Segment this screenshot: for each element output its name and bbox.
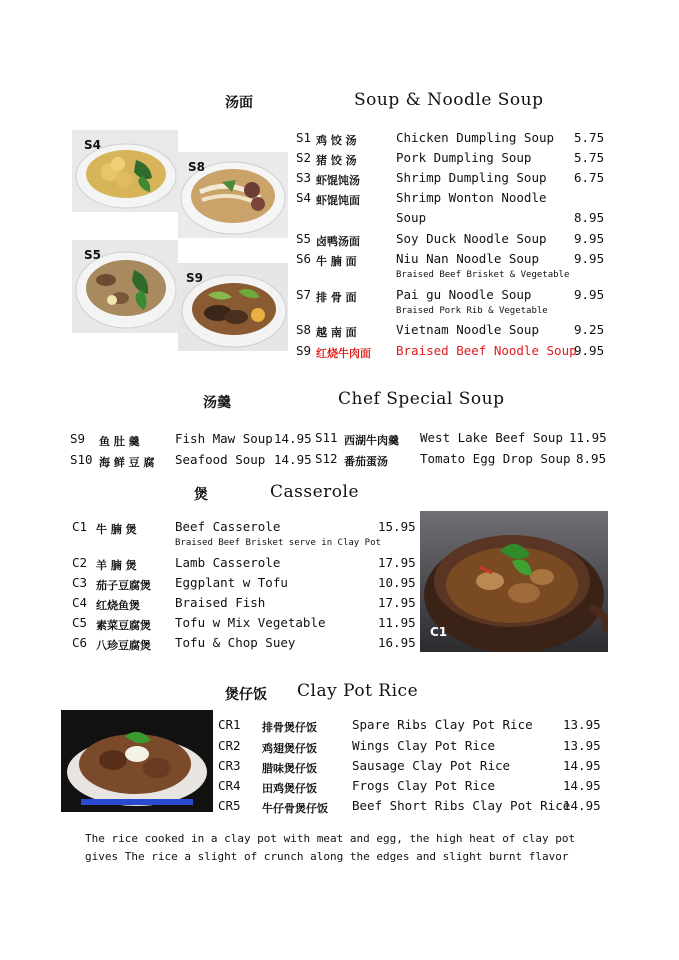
item-price: 14.95 [563, 778, 601, 793]
item-name-cn: 牛 腩 煲 [96, 523, 137, 536]
item-code: CR1 [218, 717, 241, 732]
item-price: 8.95 [574, 210, 605, 225]
section-title-cn: 汤面 [225, 95, 253, 111]
item-name-cn: 排骨煲仔饭 [262, 721, 317, 734]
claypot-note-line-1: The rice cooked in a clay pot with meat and egg, the high heat of clay pot [85, 832, 576, 845]
item-name: Beef Short Ribs Clay Pot Rice [352, 798, 571, 813]
item-price: 17.95 [378, 595, 416, 610]
item-name-cn: 牛仔骨煲仔饭 [262, 802, 328, 815]
item-name: Braised Beef Noodle Soup [396, 343, 577, 358]
item-price: 5.75 [574, 150, 605, 165]
item-price: 16.95 [378, 635, 416, 650]
item-code: CR3 [218, 758, 241, 773]
food-photo-s9 [178, 263, 288, 351]
item-code: C2 [72, 555, 88, 570]
item-price: 14.95 [563, 798, 601, 813]
item-code: C4 [72, 595, 88, 610]
item-code: S1 [296, 130, 312, 145]
item-description: Braised Beef Brisket serve in Clay Pot [175, 538, 381, 548]
item-price: 10.95 [378, 575, 416, 590]
item-name: Frogs Clay Pot Rice [352, 778, 495, 793]
item-name-cn: 海 鲜 豆 腐 [99, 456, 155, 469]
item-price: 9.95 [574, 287, 605, 302]
item-name: Beef Casserole [175, 519, 281, 534]
item-price: 9.95 [574, 231, 605, 246]
item-code: S9 [70, 431, 86, 446]
photo-label: S8 [188, 160, 205, 174]
item-name: West Lake Beef Soup [420, 430, 563, 445]
item-price: 14.95 [274, 452, 312, 467]
item-name: Pai gu Noodle Soup [396, 287, 532, 302]
section-title-cn: 汤羹 [203, 395, 231, 411]
item-code: S8 [296, 322, 312, 337]
photo-label: S4 [84, 138, 101, 152]
item-name: Fish Maw Soup [175, 431, 273, 446]
item-code: C6 [72, 635, 88, 650]
item-price: 13.95 [563, 738, 601, 753]
item-name-cn: 虾馄饨面 [316, 194, 360, 207]
item-name-cn: 红烧牛肉面 [316, 347, 371, 360]
section-title-cn: 煲 [194, 487, 208, 503]
item-price: 9.95 [574, 251, 605, 266]
item-name: Braised Fish [175, 595, 266, 610]
item-name: Wings Clay Pot Rice [352, 738, 495, 753]
claypot-rice-photo [61, 710, 213, 812]
item-code: C3 [72, 575, 88, 590]
item-price: 6.75 [574, 170, 605, 185]
item-code: S12 [315, 451, 338, 466]
item-name-cn: 虾馄饨汤 [316, 174, 360, 187]
item-price: 9.25 [574, 322, 605, 337]
item-name: Tomato Egg Drop Soup [420, 451, 571, 466]
item-code: S11 [315, 430, 338, 445]
item-code: S10 [70, 452, 93, 467]
food-photo-c1 [420, 511, 608, 652]
item-name-cn: 羊 腩 煲 [96, 559, 137, 572]
item-name: Chicken Dumpling Soup [396, 130, 555, 145]
item-name-cn: 腊味煲仔饭 [262, 762, 317, 775]
item-name-cn: 田鸡煲仔饭 [262, 782, 317, 795]
section-title: Soup & Noodle Soup [354, 90, 544, 110]
item-code: S9 [296, 343, 312, 358]
item-code: S6 [296, 251, 312, 266]
item-code: C5 [72, 615, 88, 630]
item-name: Eggplant w Tofu [175, 575, 288, 590]
item-price: 11.95 [378, 615, 416, 630]
claypot-rice-illustration [61, 710, 213, 812]
item-description: Braised Beef Brisket & Vegetable [396, 270, 570, 280]
item-name-cn: 鸡翅煲仔饭 [262, 742, 317, 755]
claypot-note-line-2: gives The rice a slight of crunch along the edges and slight burnt flavor [85, 850, 569, 863]
item-name-cn: 牛 腩 面 [316, 255, 357, 268]
section-title: Chef Special Soup [338, 389, 505, 409]
item-price: 17.95 [378, 555, 416, 570]
food-photo-s5 [72, 240, 178, 333]
item-name: Tofu & Chop Suey [175, 635, 296, 650]
item-name-cn: 红烧鱼煲 [96, 599, 140, 612]
photo-label: S5 [84, 248, 101, 262]
item-price: 9.95 [574, 343, 605, 358]
item-price: 15.95 [378, 519, 416, 534]
food-photo-s8 [178, 152, 288, 238]
item-name-cn: 鱼 肚 羹 [99, 435, 140, 448]
item-name-cn: 越 南 面 [316, 326, 357, 339]
photo-label: S9 [186, 271, 203, 285]
item-name-cn: 番茄蛋汤 [344, 455, 388, 468]
item-price: 14.95 [563, 758, 601, 773]
item-code: S2 [296, 150, 312, 165]
item-price: 11.95 [569, 430, 607, 445]
item-name-cn: 排 骨 面 [316, 291, 357, 304]
item-name: Niu Nan Noodle Soup [396, 251, 539, 266]
food-photo-s4 [72, 130, 178, 212]
item-name-cn: 茄子豆腐煲 [96, 579, 151, 592]
item-description: Braised Pork Rib & Vegetable [396, 306, 548, 316]
item-code: S5 [296, 231, 312, 246]
item-code: CR4 [218, 778, 241, 793]
section-title-cn: 煲仔饭 [225, 687, 267, 703]
item-name: Vietnam Noodle Soup [396, 322, 539, 337]
item-name: Pork Dumpling Soup [396, 150, 532, 165]
item-name: Tofu w Mix Vegetable [175, 615, 326, 630]
item-price: 5.75 [574, 130, 605, 145]
item-name: Soy Duck Noodle Soup [396, 231, 547, 246]
item-name-cn: 西湖牛肉羹 [344, 434, 399, 447]
item-name: Sausage Clay Pot Rice [352, 758, 511, 773]
item-name-cn: 鸡 饺 汤 [316, 134, 357, 147]
item-code: CR2 [218, 738, 241, 753]
item-name: Spare Ribs Clay Pot Rice [352, 717, 533, 732]
item-name-cn: 猪 饺 汤 [316, 154, 357, 167]
section-title: Clay Pot Rice [297, 681, 419, 701]
item-code: CR5 [218, 798, 241, 813]
item-name: Lamb Casserole [175, 555, 281, 570]
photo-label: C1 [430, 625, 448, 639]
item-name-continued: Soup [396, 210, 427, 225]
item-price: 14.95 [274, 431, 312, 446]
item-code: S7 [296, 287, 312, 302]
item-name: Shrimp Wonton Noodle [396, 190, 547, 205]
item-name-cn: 八珍豆腐煲 [96, 639, 151, 652]
item-price: 8.95 [576, 451, 607, 466]
section-title: Casserole [270, 482, 360, 502]
claypot-illustration [420, 511, 608, 652]
item-name-cn: 素菜豆腐煲 [96, 619, 151, 632]
item-name-cn: 卤鸭汤面 [316, 235, 360, 248]
item-price: 13.95 [563, 717, 601, 732]
item-code: S4 [296, 190, 312, 205]
item-name: Shrimp Dumpling Soup [396, 170, 547, 185]
item-name: Seafood Soup [175, 452, 266, 467]
item-code: S3 [296, 170, 312, 185]
item-code: C1 [72, 519, 88, 534]
